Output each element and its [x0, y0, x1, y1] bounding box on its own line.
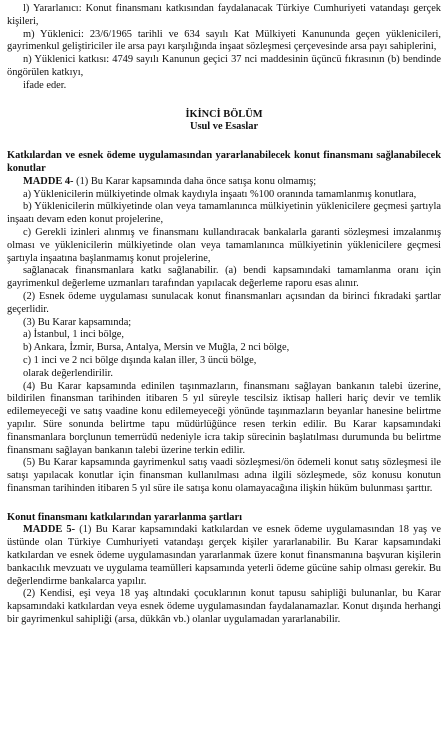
definitions-closing: ifade eder. [23, 79, 67, 91]
article-4-item-a: a) Yüklenicilerin mülkiyetinde olmak kaydıyla inşaatı %100 oranında tamamlanmış konutlara, [23, 188, 417, 200]
article-4-paragraph-1 [7, 176, 441, 189]
section-subtitle: Usul ve Esaslar [189, 121, 259, 133]
definition-n: n) Yüklenici katkısı: 4749 sayılı Kanunun geçici 37 nci maddesinin üçüncü fıkrasının (b) bendinde öngörülen katkıyı, [7, 54, 441, 78]
article-5-heading: Konut finansmanı katkılarından yararlanma şartları [7, 511, 242, 523]
article-4-item-c: c) Gerekli izinleri alınmış ve finansmanı kullandıracak bankalarla garanti sözleşmesi imzalanmış olması ve yüklenicilerin mülkiyetinde olan veya tamamlanınca mülkiyetinin yüklenicilere geçmesi şartıyla inşaatına başlanmamış konut projelerine, [7, 226, 441, 264]
article-4-paragraph-4: (4) Bu Karar kapsamında edinilen taşınmazların, finansmanı sağlayan bankanın talebi üzerine, bildirilen finansman tarihinden itibaren 5 yıl süreyle tescilsiz iktisap halleri hariç devir ve temlik edilemeyeceği ve satış vaadine konu edilemeyeceği yönünde taşınmazların beyanlar hanesine belirtme yapılır. Süre sonunda belirtme tapu müdürlüğünce resen terkin edilir. Bu Karar kapsamındaki finansmanlara borçlunun temerrüdü nedeniyle icra takip sürecinin başlatılması durumunda bu belirtme finansmanı sağlayan bankanın talebi üzerine terkin edilir. [7, 380, 441, 456]
article-5-paragraph-1 [7, 524, 441, 588]
article-4-paragraph-5: (5) Bu Karar kapsamında gayrimenkul satış vaadi sözleşmesi/ön ödemeli konut satış sözleşmesi ile satışı yapılacak konutlar için finansman kullanılması adına ilgili sözleşmede, söz konusu konutun finansman tarihinden itibaren 5 yıl süre ile satışa konu olamayacağına ilişkin hüküm bulunması şarttır. [7, 457, 441, 494]
definition-l: l) Yararlanıcı: Konut finansmanı katkısından faydalanacak Türkiye Cumhuriyeti vatandaşı gerçek kişileri, [7, 3, 441, 27]
definition-m: m) Yüklenici: 23/6/1965 tarihli ve 634 sayılı Kat Mülkiyeti Kanununda geçen yüklenicileri, gayrimenkul geliştiriciler ile arsa payı karşılığında inşaat sözleşmesi çerçevesinde arsa payı sahiplerini, [7, 28, 441, 53]
article-4-item-b: b) Yüklenicilerin mülkiyetinde olan veya tamamlanınca mülkiyetinin yüklenicilere geçmesi şartıyla inşaatı devam eden konut projelerine, [7, 201, 441, 226]
article-4-paragraph-2: (2) Esnek ödeme uygulaması sunulacak konut finansmanları açısından da birinci fıkradaki şartlar geçerlidir. [7, 290, 441, 315]
section-title: İKİNCİ BÖLÜM [185, 108, 263, 120]
article-4-region-2: b) Ankara, İzmir, Bursa, Antalya, Mersin ve Muğla, 2 nci bölge, [23, 342, 290, 354]
article-4-funding-sentence: sağlanacak finansmanlara katkı sağlanabilir. (a) bendi kapsamındaki tamamlanma oranı için gayrimenkul değerleme uzmanları tarafından yapılacak değerleme raporu esas alınır. [7, 265, 441, 290]
article-4-label: MADDE 4- [23, 175, 74, 187]
article-5-paragraph-1-text: (1) Bu Karar kapsamındaki katkılardan ve esnek ödeme uygulamasından 18 yaş ve üstünde olan Türkiye Cumhuriyeti vatandaşı gerçek kişiler yararlanabilir. Bu Karar kapsamındaki katkılardan ve esnek ödeme uygulamasından yararlanmak üzere konut finansmanına başvuran kişilerin bankacılık mevzuatı ve uygulama teamülleri kapsamında yeterli ödeme gücüne sahip olması gerekir. Bu değerlendirme bankalarca yapılır. [7, 524, 441, 587]
article-4-region-closing: olarak değerlendirilir. [23, 367, 114, 379]
article-4-region-3: c) 1 inci ve 2 nci bölge dışında kalan iller, 3 üncü bölge, [23, 354, 257, 366]
article-4-region-1: a) İstanbul, 1 inci bölge, [23, 329, 124, 341]
article-5-label: MADDE 5- [23, 524, 76, 536]
article-4-paragraph-3: (3) Bu Karar kapsamında; [23, 316, 132, 328]
article-4-paragraph-1-text: (1) Bu Karar kapsamında daha önce satışa konu olmamış; [73, 175, 317, 187]
article-4-heading: Katkılardan ve esnek ödeme uygulamasından yararlanabilecek konut finansmanı sağlanabilecek konutlar [7, 150, 441, 174]
article-5-paragraph-2: (2) Kendisi, eşi veya 18 yaş altındaki çocuklarının konut tapusu sahipliği bulunanlar, bu Karar kapsamındaki katkılardan veya esnek ödeme uygulamasından faydalanamazlar. Konut dışında herhangi bir gayrimenkul sahipliği (arsa, dükkân vb.) olanlar uygulamadan yararlanabilir. [7, 588, 441, 626]
